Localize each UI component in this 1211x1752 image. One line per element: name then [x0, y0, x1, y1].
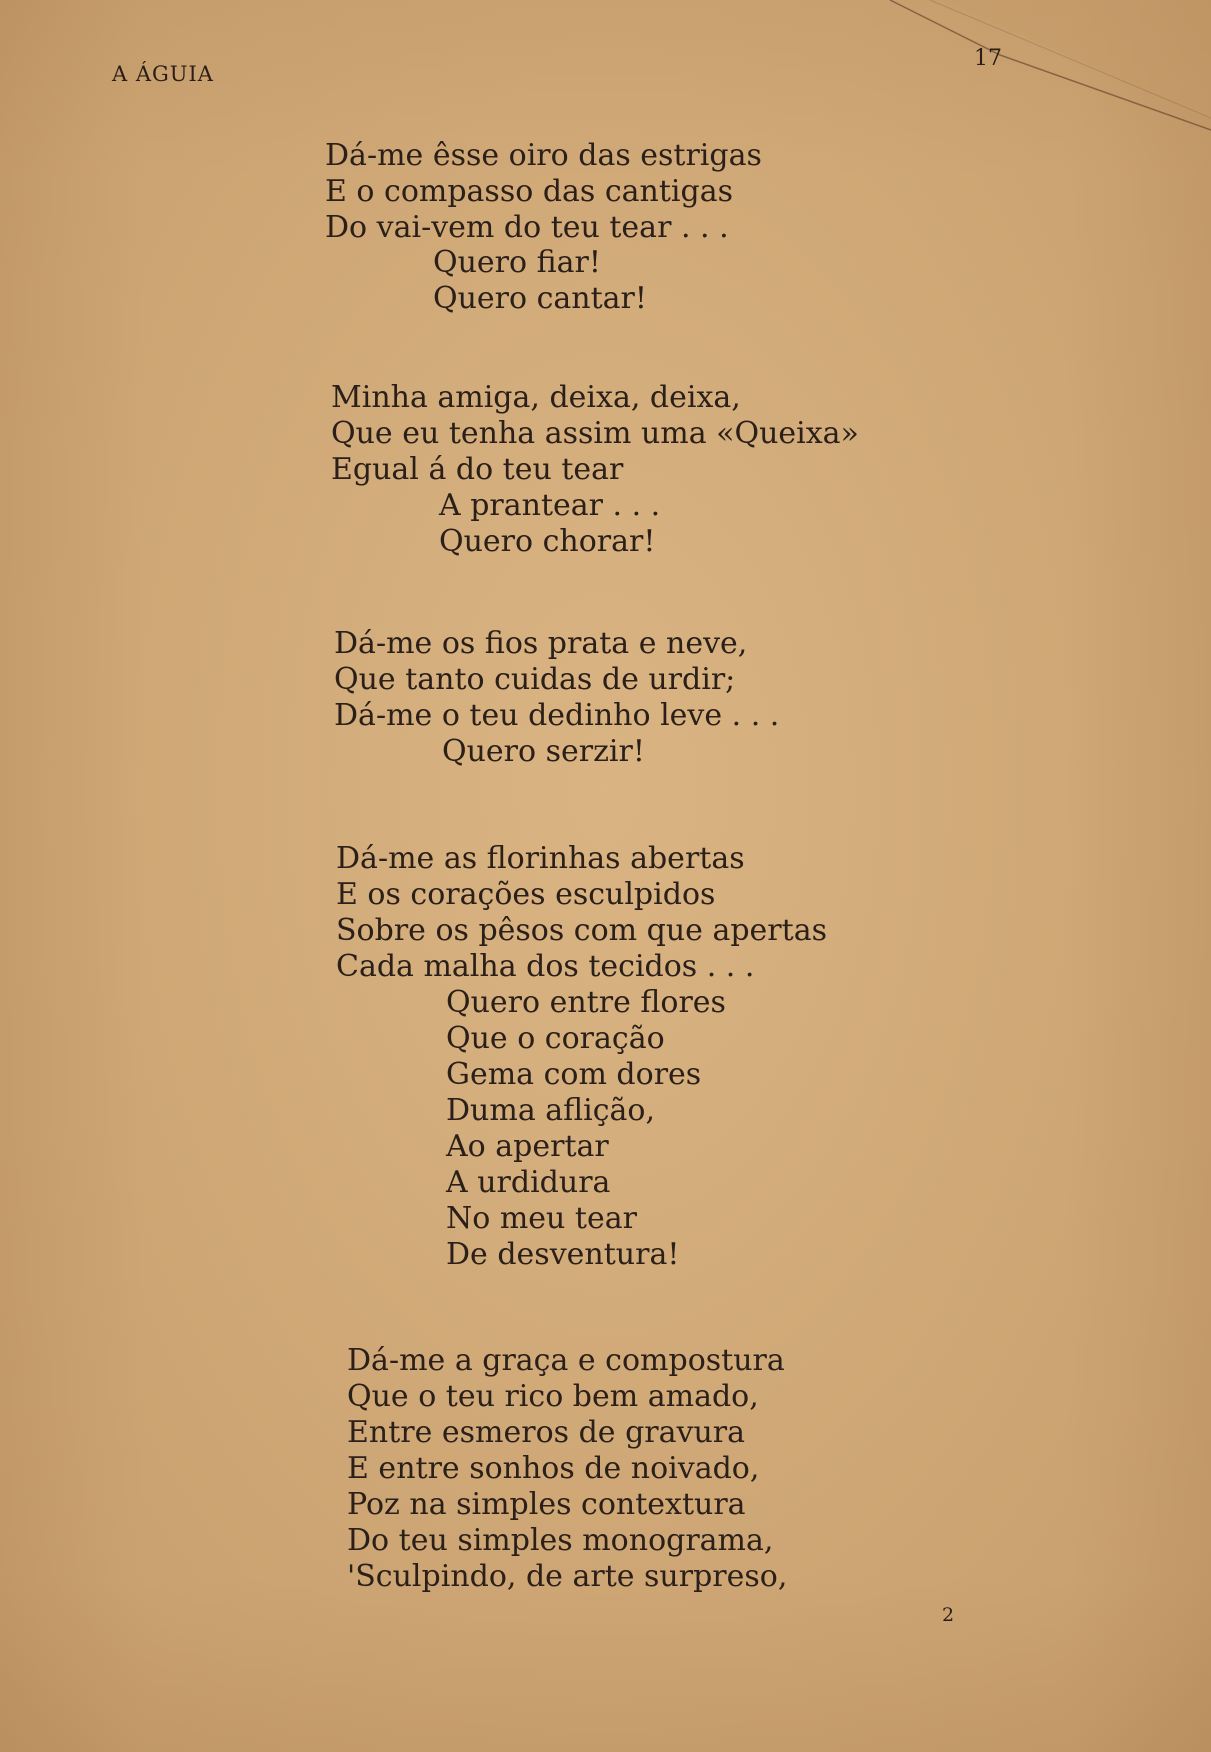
verse-line: Gema com dores: [446, 1057, 702, 1092]
verse-line: Do teu simples monograma,: [347, 1523, 774, 1558]
verse-line: Entre esmeros de gravura: [347, 1415, 746, 1450]
verse-line: Cada malha dos tecidos . . .: [336, 949, 755, 984]
verse-line: Quero entre flores: [446, 985, 726, 1020]
verse-line: 'Sculpindo, de arte surpreso,: [347, 1559, 788, 1594]
verse-line: Do vai-vem do teu tear . . .: [325, 210, 729, 245]
verse-line: Quero chorar!: [439, 524, 656, 559]
verse-line: Poz na simples contextura: [347, 1487, 746, 1522]
verse-line: Duma aflição,: [446, 1093, 656, 1128]
verse-line: E o compasso das cantigas: [325, 174, 733, 209]
verse-line: A urdidura: [446, 1165, 611, 1200]
page-number: 17: [974, 46, 1002, 71]
verse-line: Que o coração: [446, 1021, 665, 1056]
verse-line: Dá-me êsse oiro das estrigas: [325, 138, 762, 173]
verse-line: Quero cantar!: [433, 281, 647, 316]
verse-line: E os corações esculpidos: [336, 877, 716, 912]
verse-line: Egual á do teu tear: [331, 452, 624, 487]
verse-line: Dá-me as florinhas abertas: [336, 841, 745, 876]
verse-line: Ao apertar: [446, 1129, 609, 1164]
verse-line: A prantear . . .: [439, 488, 661, 523]
verse-line: Que eu tenha assim uma «Queixa»: [331, 416, 859, 451]
verse-line: Dá-me o teu dedinho leve . . .: [334, 698, 780, 733]
verse-line: Que tanto cuidas de urdir;: [334, 662, 736, 697]
verse-line: E entre sonhos de noivado,: [347, 1451, 760, 1486]
running-header-title: A ÁGUIA: [112, 62, 214, 86]
verse-line: Dá-me os fios prata e neve,: [334, 626, 748, 661]
verse-line: No meu tear: [446, 1201, 637, 1236]
verse-line: Dá-me a graça e compostura: [347, 1343, 785, 1378]
verse-line: Minha amiga, deixa, deixa,: [331, 380, 741, 415]
verse-line: Sobre os pêsos com que apertas: [336, 913, 827, 948]
signature-mark: 2: [942, 1604, 955, 1626]
verse-line: Quero serzir!: [442, 734, 645, 769]
verse-line: Quero fiar!: [433, 245, 601, 280]
verse-line: De desventura!: [446, 1237, 680, 1272]
verse-line: Que o teu rico bem amado,: [347, 1379, 759, 1414]
